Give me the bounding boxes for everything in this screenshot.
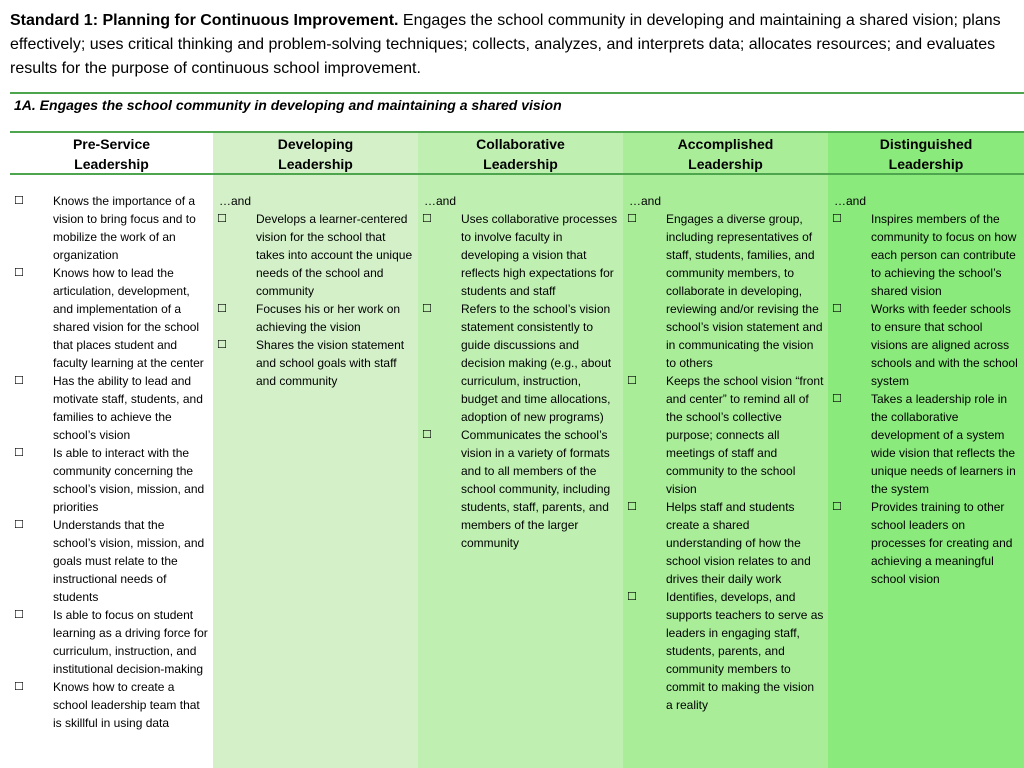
checkbox-icon: ☐ — [627, 500, 637, 513]
checkbox-icon: ☐ — [627, 590, 637, 603]
list-item-text: Works with feeder schools to ensure that school visions are aligned across schools and with the school system — [871, 302, 1018, 388]
column-header — [418, 134, 623, 174]
column-header-level: Developing — [277, 136, 354, 152]
column-header-level: Pre-Service — [72, 136, 151, 152]
standard-title: Standard 1: Planning for Continuous Improvement. — [10, 12, 399, 29]
list-item — [418, 300, 623, 426]
rubric-column — [213, 132, 418, 768]
column-header-leadership: Leadership — [688, 156, 763, 172]
column-header-level: Accomplished — [677, 136, 774, 152]
checkbox-icon: ☐ — [832, 212, 842, 225]
list-item — [828, 210, 1024, 300]
rubric-column — [828, 132, 1024, 768]
list-item-text: Shares the vision statement and school goals with staff and community — [256, 338, 405, 388]
list-item-text: Engages a diverse group, including representatives of staff, students, families, and community members, to collaborate in developing, reviewing and/or revising the school’s vision statement and in communicating the vision to others — [666, 212, 823, 370]
list-item-text: Knows how to lead the articulation, development, and implementation of a shared vision for the school that places student and faculty learning at the center — [53, 266, 204, 370]
list-item-text: Is able to interact with the community concerning the school’s vision, mission, and priorities — [53, 446, 205, 514]
list-item — [623, 498, 828, 588]
list-item — [10, 192, 213, 264]
list-item — [828, 498, 1024, 588]
list-item — [828, 300, 1024, 390]
column-body — [828, 192, 1024, 588]
list-item-text: Inspires members of the community to focus on how each person can contribute to achieving the school’s shared vision — [871, 212, 1017, 298]
checkbox-icon: ☐ — [217, 212, 227, 225]
list-item-text: Takes a leadership role in the collaborative development of a system wide vision that reflects the unique needs of learners in the system — [871, 392, 1016, 496]
header-bottom-rule — [10, 173, 1024, 175]
checkbox-icon: ☐ — [627, 374, 637, 387]
list-item — [10, 264, 213, 372]
list-item — [623, 372, 828, 498]
list-item — [10, 678, 213, 732]
checkbox-icon: ☐ — [832, 500, 842, 513]
checkbox-icon: ☐ — [422, 212, 432, 225]
divider — [10, 92, 1024, 94]
checkbox-icon: ☐ — [832, 302, 842, 315]
and-label: …and — [219, 194, 252, 208]
column-header-level: Distinguished — [879, 136, 973, 152]
list-item — [623, 588, 828, 714]
and-label: …and — [834, 194, 867, 208]
list-item-text: Keeps the school vision “front and center” to remind all of the school’s collective purpose; connects all meetings of staff and community to the school vision — [666, 374, 824, 496]
checkbox-icon: ☐ — [627, 212, 637, 225]
checkbox-icon: ☐ — [832, 392, 842, 405]
list-item — [213, 300, 418, 336]
checkbox-icon: ☐ — [422, 428, 432, 441]
list-item-text: Helps staff and students create a shared understanding of how the school vision relates to and drives their daily work — [666, 500, 811, 586]
list-item-text: Provides training to other school leaders on processes for creating and achieving a meaningful school vision — [871, 500, 1013, 586]
and-label: …and — [424, 194, 457, 208]
element-heading: 1A. Engages the school community in developing and maintaining a shared vision — [14, 97, 562, 113]
list-item — [10, 516, 213, 606]
and-label: …and — [629, 194, 662, 208]
list-item-text: Identifies, develops, and supports teachers to serve as leaders in engaging staff, students, parents, and community members to commit to making the vision a reality — [666, 590, 824, 712]
rubric-column — [418, 132, 623, 768]
column-header — [213, 134, 418, 174]
list-item-text: Develops a learner-centered vision for the school that takes into account the unique needs of the school and community — [256, 212, 413, 298]
column-header-leadership: Leadership — [74, 156, 149, 172]
list-item-text: Uses collaborative processes to involve faculty in developing a vision that reflects high expectations for students and staff — [461, 212, 618, 298]
list-item — [828, 390, 1024, 498]
checkbox-icon: ☐ — [14, 608, 24, 621]
list-item-text: Knows the importance of a vision to bring focus and to mobilize the work of an organization — [53, 194, 196, 262]
list-item — [418, 426, 623, 552]
column-header-leadership: Leadership — [278, 156, 353, 172]
column-header-leadership: Leadership — [888, 156, 964, 172]
list-item — [10, 444, 213, 516]
column-header-level: Collaborative — [476, 136, 565, 152]
column-body — [623, 192, 828, 714]
column-body — [418, 192, 623, 552]
list-item-text: Is able to focus on student learning as a driving force for curriculum, instruction, and institutional decision-making — [53, 608, 208, 676]
column-body — [10, 192, 213, 732]
checkbox-icon: ☐ — [14, 680, 24, 693]
checkbox-icon: ☐ — [217, 302, 227, 315]
list-item — [213, 210, 418, 300]
list-item-text: Understands that the school’s vision, mission, and goals must relate to the instructional needs of students — [53, 518, 205, 604]
checkbox-icon: ☐ — [14, 374, 24, 387]
list-item — [623, 210, 828, 372]
list-item — [213, 336, 418, 390]
list-item-text: Communicates the school’s vision in a variety of formats and to all members of the school community, including students, staff, parents, and members of the larger community — [461, 428, 611, 550]
column-header — [623, 134, 828, 174]
checkbox-icon: ☐ — [422, 302, 432, 315]
list-item — [418, 210, 623, 300]
checkbox-icon: ☐ — [14, 446, 24, 459]
standard-text: Engages the school community in developing and maintaining a shared vision; plans effectively; uses critical thinking and problem-solving techniques; collects, analyzes, and interprets data; allocates resources; and evaluates results for the purpose of continuous school improvement. — [10, 12, 1001, 77]
header-top-rule — [10, 131, 1024, 133]
list-item — [10, 372, 213, 444]
list-item-text: Refers to the school’s vision statement consistently to guide discussions and decision making (e.g., about curriculum, instruction, budget and time allocations, adoption of new programs) — [461, 302, 612, 424]
list-item — [10, 606, 213, 678]
checkbox-icon: ☐ — [14, 518, 24, 531]
list-item-text: Knows how to create a school leadership team that is skillful in using data — [53, 680, 200, 730]
rubric-column — [623, 132, 828, 768]
list-item-text: Has the ability to lead and motivate staff, students, and families to achieve the school’s vision — [53, 374, 203, 442]
checkbox-icon: ☐ — [217, 338, 227, 351]
column-header-leadership: Leadership — [483, 156, 558, 172]
standard-description — [10, 9, 1015, 81]
checkbox-icon: ☐ — [14, 194, 24, 207]
column-header — [10, 134, 213, 174]
list-item-text: Focuses his or her work on achieving the vision — [256, 302, 401, 334]
checkbox-icon: ☐ — [14, 266, 24, 279]
column-body — [213, 192, 418, 390]
column-header — [828, 134, 1024, 174]
rubric-column — [10, 132, 213, 768]
